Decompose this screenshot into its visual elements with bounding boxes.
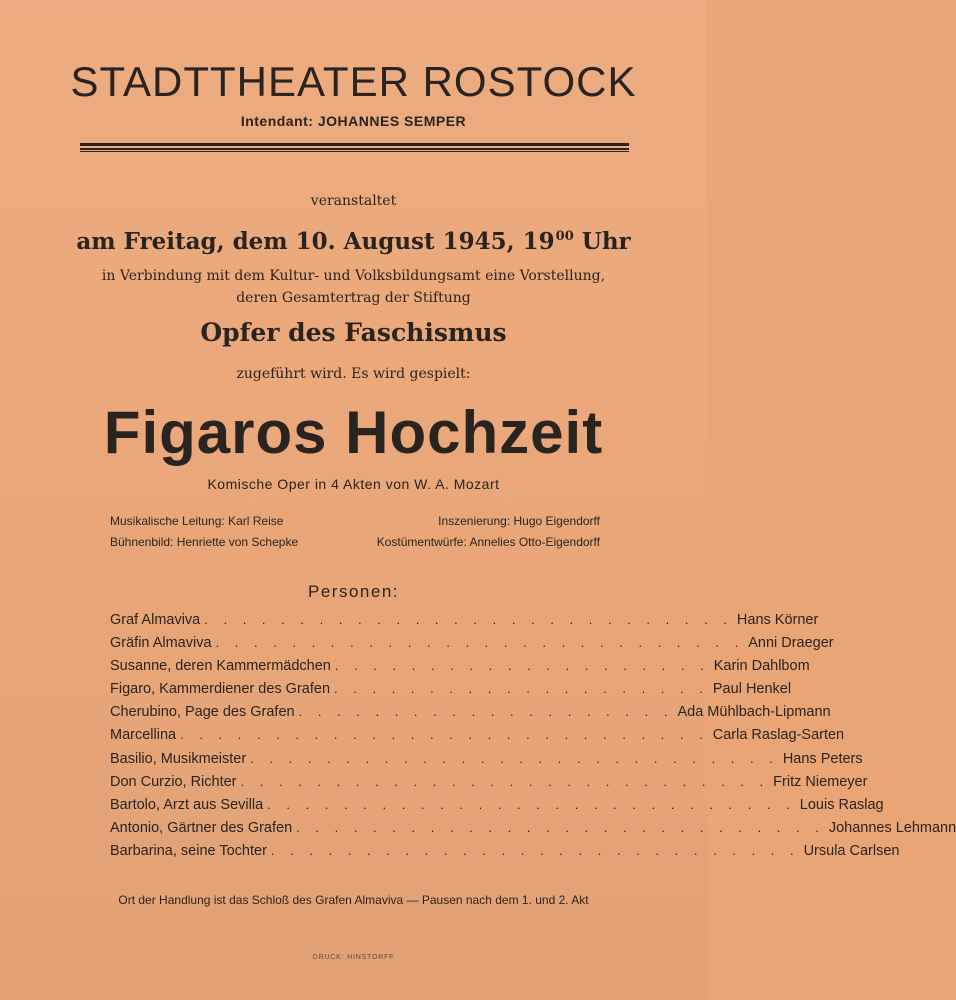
dot-leader: . . . . . . . . . . . . . . . . . . . . . . . . . . . . [267, 796, 796, 812]
cast-actor: Johannes Lehmann [828, 819, 956, 836]
opera-subtitle: Komische Oper in 4 Akten von W. A. Mozart [207, 476, 500, 492]
credit-costumes: Kostümentwürfe: Annelies Otto-Eigendorff [376, 535, 600, 549]
cast-row [110, 727, 845, 750]
event-date-main: am Freitag, dem 10. August 1945, 19 [76, 228, 555, 255]
cast-actor: Paul Henkel [712, 681, 792, 698]
dot-leader: . . . . . . . . . . . . . . . . . . . . [298, 704, 674, 720]
theater-title: STADTTHEATER ROSTOCK [70, 58, 637, 105]
cast-row [110, 842, 900, 866]
cast-actor: Karin Dahlbom [713, 658, 810, 675]
dot-leader: . . . . . . . . . . . . . . . . . . . . . . . . . . . . [296, 819, 825, 835]
intendant-line: Intendant: JOHANNES SEMPER [240, 113, 467, 129]
dot-leader: . . . . . . . . . . . . . . . . . . . . . . . . . . . . [250, 750, 779, 766]
printer-credit: DRUCK: HINSTORFF [312, 954, 395, 961]
cast-row [110, 819, 956, 843]
dot-leader: . . . . . . . . . . . . . . . . . . . . [334, 658, 710, 674]
header-rule-middle [80, 148, 629, 150]
cast-row [110, 750, 863, 774]
cast-role: Gräfin Almaviva [110, 635, 212, 652]
cast-actor: Ada Mühlbach-Lipmann [677, 704, 831, 721]
cast-role: Bartolo, Arzt aus Sevilla [110, 796, 264, 813]
event-time-minutes: 00 [555, 229, 574, 244]
dot-leader: . . . . . . . . . . . . . . . . . . . . . . . . . . . . [204, 612, 733, 627]
credit-stage-design: Bühnenbild: Henriette von Schepke [110, 535, 299, 549]
cast-row [110, 635, 834, 658]
veranstaltet-text: veranstaltet [310, 193, 397, 209]
cast-actor: Fritz Niemeyer [773, 773, 868, 790]
cast-role: Antonio, Gärtner des Grafen [110, 819, 293, 836]
event-date-suffix: Uhr [573, 228, 631, 255]
dot-leader: . . . . . . . . . . . . . . . . . . . . [334, 681, 709, 697]
cast-actor: Louis Raslag [799, 796, 884, 813]
cast-role: Figaro, Kammerdiener des Grafen [110, 681, 331, 698]
cast-role: Basilio, Musikmeister [110, 750, 247, 767]
credit-staging: Inszenierung: Hugo Eigendorff [438, 514, 600, 528]
announcement-line-3: zugeführt wird. Es wird gespielt: [236, 366, 471, 382]
announcement-line-1: in Verbindung mit dem Kultur- und Volksbildungsamt eine Vorstellung, [101, 268, 606, 284]
cast-role: Marcellina [110, 727, 177, 744]
cast-actor: Carla Raslag-Sarten [712, 727, 845, 744]
dot-leader: . . . . . . . . . . . . . . . . . . . . . . . . . . . . [180, 727, 709, 743]
cast-role: Susanne, deren Kammermädchen [110, 658, 331, 675]
dot-leader: . . . . . . . . . . . . . . . . . . . . . . . . . . . . [240, 773, 770, 789]
foundation-name: Opfer des Faschismus [200, 318, 507, 347]
cast-role: Don Curzio, Richter [110, 773, 237, 790]
cast-role: Graf Almaviva [110, 612, 201, 628]
paper-fold [0, 497, 707, 499]
cast-row [110, 658, 810, 681]
opera-title: Figaros Hochzeit [103, 399, 604, 466]
cast-actor: Ursula Carlsen [803, 842, 900, 859]
event-date [0, 228, 707, 255]
cast-row [110, 612, 819, 635]
cast-row [110, 681, 792, 704]
credit-musical-direction: Musikalische Leitung: Karl Reise [110, 514, 284, 528]
cast-role: Barbarina, seine Tochter [110, 842, 267, 859]
header-rule-thin [80, 151, 629, 152]
dot-leader: . . . . . . . . . . . . . . . . . . . . . . . . . . . . [270, 842, 800, 858]
cast-row [110, 704, 831, 727]
cast-list [110, 612, 956, 866]
cast-role: Cherubino, Page des Grafen [110, 704, 295, 721]
announcement-line-2: deren Gesamtertrag der Stiftung [236, 290, 471, 306]
cast-row [110, 773, 868, 797]
dot-leader: . . . . . . . . . . . . . . . . . . . . . . . . . . . . [215, 635, 745, 651]
cast-row [110, 796, 884, 820]
header-rule-thick [80, 143, 629, 146]
cast-actor: Hans Körner [736, 612, 819, 628]
cast-heading: Personen: [308, 582, 399, 601]
cast-actor: Hans Peters [782, 750, 863, 767]
footer-note: Ort der Handlung ist das Schloß des Grafen Almaviva — Pausen nach dem 1. und 2. Akt [118, 893, 589, 907]
cast-actor: Anni Draeger [748, 635, 834, 652]
